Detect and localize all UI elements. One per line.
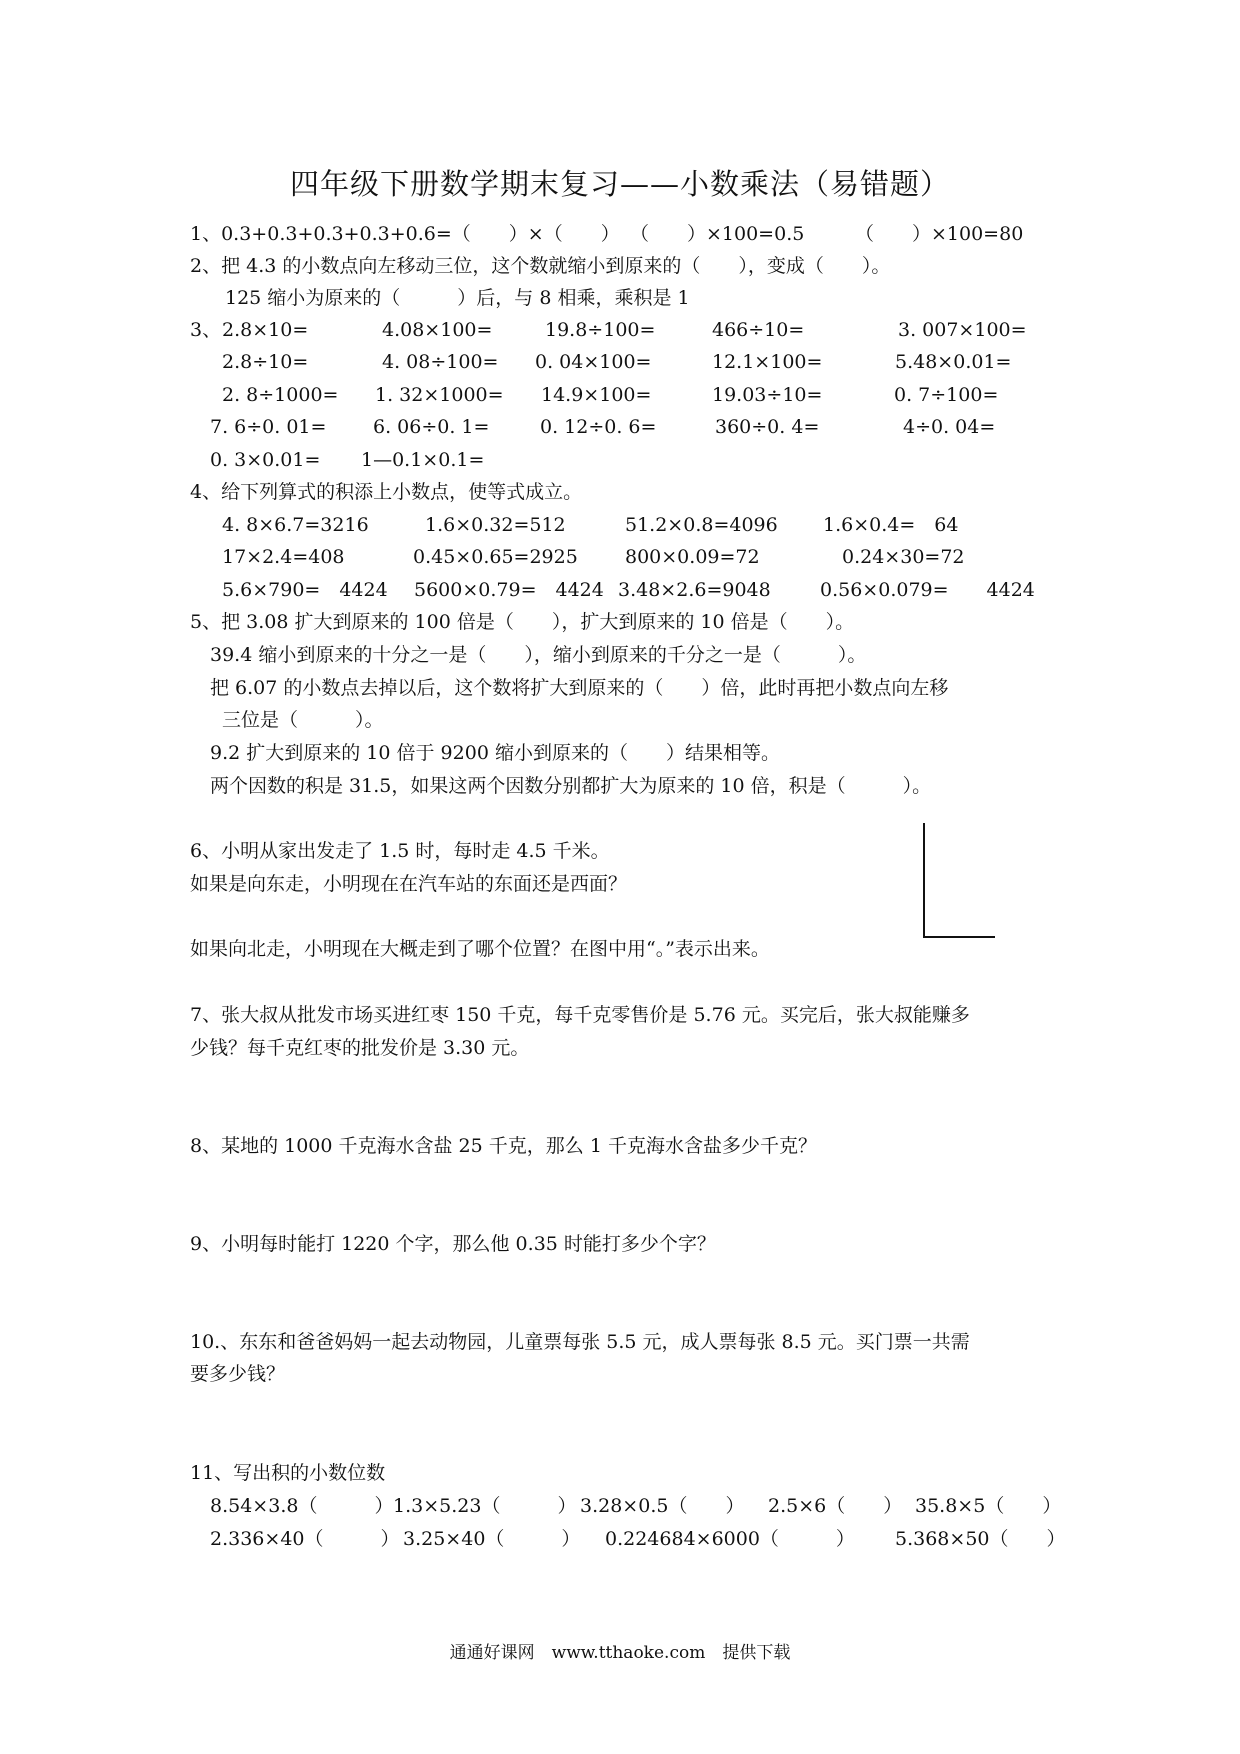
q4-r2-c3: 800×0.09=72 (625, 546, 760, 568)
q3-r5-c1: 0. 3×0.01= (210, 449, 321, 471)
q3-r2-c4: 12.1×100= (712, 351, 823, 373)
q3-r3-c3: 14.9×100= (541, 384, 652, 406)
q3-r4-c2: 6. 06÷0. 1= (373, 416, 490, 438)
direction-diagram-vertical-line (923, 823, 925, 938)
q3-r1-c3: 19.8÷100= (545, 319, 656, 341)
q3-r2-c2: 4. 08÷100= (382, 351, 499, 373)
q3-r4-c1: 7. 6÷0. 01= (210, 416, 327, 438)
q2-line1: 2、把 4.3 的小数点向左移动三位，这个数就缩小到原来的（ ），变成（ ）。 (190, 255, 891, 277)
q3-r4-c3: 0. 12÷0. 6= (540, 416, 657, 438)
q6-line2: 如果是向东走，小明现在在汽车站的东面还是西面？ (190, 873, 628, 895)
q4-r2-c1: 17×2.4=408 (222, 546, 345, 568)
q2-line2: 125 缩小为原来的（ ）后，与 8 相乘，乘积是 1 (225, 287, 690, 309)
q6-line1: 6、小明从家出发走了 1.5 时，每时走 4.5 千米。 (190, 840, 610, 862)
q4-r1-c4: 1.6×0.4= 64 (823, 514, 959, 536)
q1-part-b: （ ）×100=0.5 (630, 223, 805, 245)
q3-r4-c5: 4÷0. 04= (903, 416, 996, 438)
q5-line2: 39.4 缩小到原来的十分之一是（ ），缩小到原来的千分之一是（ ）。 (210, 644, 867, 666)
q5-line1: 5、把 3.08 扩大到原来的 100 倍是（ ），扩大到原来的 10 倍是（ ）。 (190, 611, 855, 633)
q6-line3: 如果向北走，小明现在大概走到了哪个位置？在图中用“。”表示出来。 (190, 938, 770, 960)
q11-r2-c4: 5.368×50（ ） (895, 1528, 1066, 1550)
q4-r1-c1: 4. 8×6.7=3216 (222, 514, 369, 536)
q11-r1-c2: 1.3×5.23（ ） (393, 1495, 577, 1517)
page-title: 四年级下册数学期末复习——小数乘法（易错题） (289, 167, 950, 201)
q4-r3-c1: 5.6×790= 4424 (222, 579, 388, 601)
q10-line2: 要多少钱？ (190, 1363, 286, 1385)
q11-heading: 11、写出积的小数位数 (190, 1462, 386, 1484)
q5-line6: 两个因数的积是 31.5，如果这两个因数分别都扩大为原来的 10 倍，积是（ ）。 (210, 775, 932, 797)
q3-r2-c3: 0. 04×100= (535, 351, 652, 373)
q3-r4-c4: 360÷0. 4= (715, 416, 820, 438)
q4-r2-c2: 0.45×0.65=2925 (413, 546, 578, 568)
q3-r1-c5: 3. 007×100= (898, 319, 1027, 341)
q11-r1-c5: 35.8×5（ ） (915, 1495, 1062, 1517)
q7-line2: 少钱？每千克红枣的批发价是 3.30 元。 (190, 1037, 530, 1059)
q3-r1-c1: 2.8×10= (222, 319, 309, 341)
q5-line4: 三位是（ ）。 (222, 709, 384, 731)
q3-r5-c2: 1—0.1×0.1= (361, 449, 485, 471)
q3-r3-c2: 1. 32×1000= (375, 384, 504, 406)
q9-text: 9、小明每时能打 1220 个字，那么他 0.35 时能打多少个字？ (190, 1233, 716, 1255)
q1-part-a: 1、0.3+0.3+0.3+0.3+0.6=（ ）×（ ） (190, 223, 620, 245)
q3-r2-c5: 5.48×0.01= (895, 351, 1012, 373)
q3-r3-c4: 19.03÷10= (712, 384, 823, 406)
q3-r2-c1: 2.8÷10= (222, 351, 309, 373)
q3-r1-c2: 4.08×100= (382, 319, 493, 341)
q7-line1: 7、张大叔从批发市场买进红枣 150 千克，每千克零售价是 5.76 元。买完后，张大叔能赚多 (190, 1004, 970, 1026)
q1-part-c: （ ）×100=80 (855, 223, 1024, 245)
direction-diagram-horizontal-line (923, 936, 995, 938)
q3-r1-c4: 466÷10= (712, 319, 805, 341)
q5-line3: 把 6.07 的小数点去掉以后，这个数将扩大到原来的（ ）倍，此时再把小数点向左移 (210, 677, 949, 699)
q4-r3-c4: 0.56×0.079= 4424 (820, 579, 1035, 601)
q4-r2-c4: 0.24×30=72 (842, 546, 965, 568)
q5-line5: 9.2 扩大到原来的 10 倍于 9200 缩小到原来的（ ）结果相等。 (210, 742, 780, 764)
q11-r2-c2: 3.25×40（ ） (403, 1528, 581, 1550)
q4-heading: 4、给下列算式的积添上小数点，使等式成立。 (190, 481, 583, 503)
q4-r3-c3: 3.48×2.6=9048 (618, 579, 771, 601)
q11-r2-c3: 0.224684×6000（ ） (605, 1528, 855, 1550)
q3-r3-c5: 0. 7÷100= (894, 384, 999, 406)
q10-line1: 10.、东东和爸爸妈妈一起去动物园，儿童票每张 5.5 元，成人票每张 8.5 元。买门票一共需 (190, 1331, 970, 1353)
q4-r1-c3: 51.2×0.8=4096 (625, 514, 778, 536)
q4-r1-c2: 1.6×0.32=512 (425, 514, 566, 536)
q3-label: 3、 (190, 319, 222, 341)
q11-r2-c1: 2.336×40（ ） (210, 1528, 400, 1550)
q11-r1-c1: 8.54×3.8（ ） (210, 1495, 394, 1517)
q11-r1-c4: 2.5×6（ ） (768, 1495, 903, 1517)
q3-r3-c1: 2. 8÷1000= (222, 384, 339, 406)
q8-text: 8、某地的 1000 千克海水含盐 25 千克，那么 1 千克海水含盐多少千克？ (190, 1135, 817, 1157)
q4-r3-c2: 5600×0.79= 4424 (414, 579, 604, 601)
footer-source: 通通好课网 www.tthaoke.com 提供下载 (449, 1643, 791, 1663)
q11-r1-c3: 3.28×0.5（ ） (580, 1495, 745, 1517)
